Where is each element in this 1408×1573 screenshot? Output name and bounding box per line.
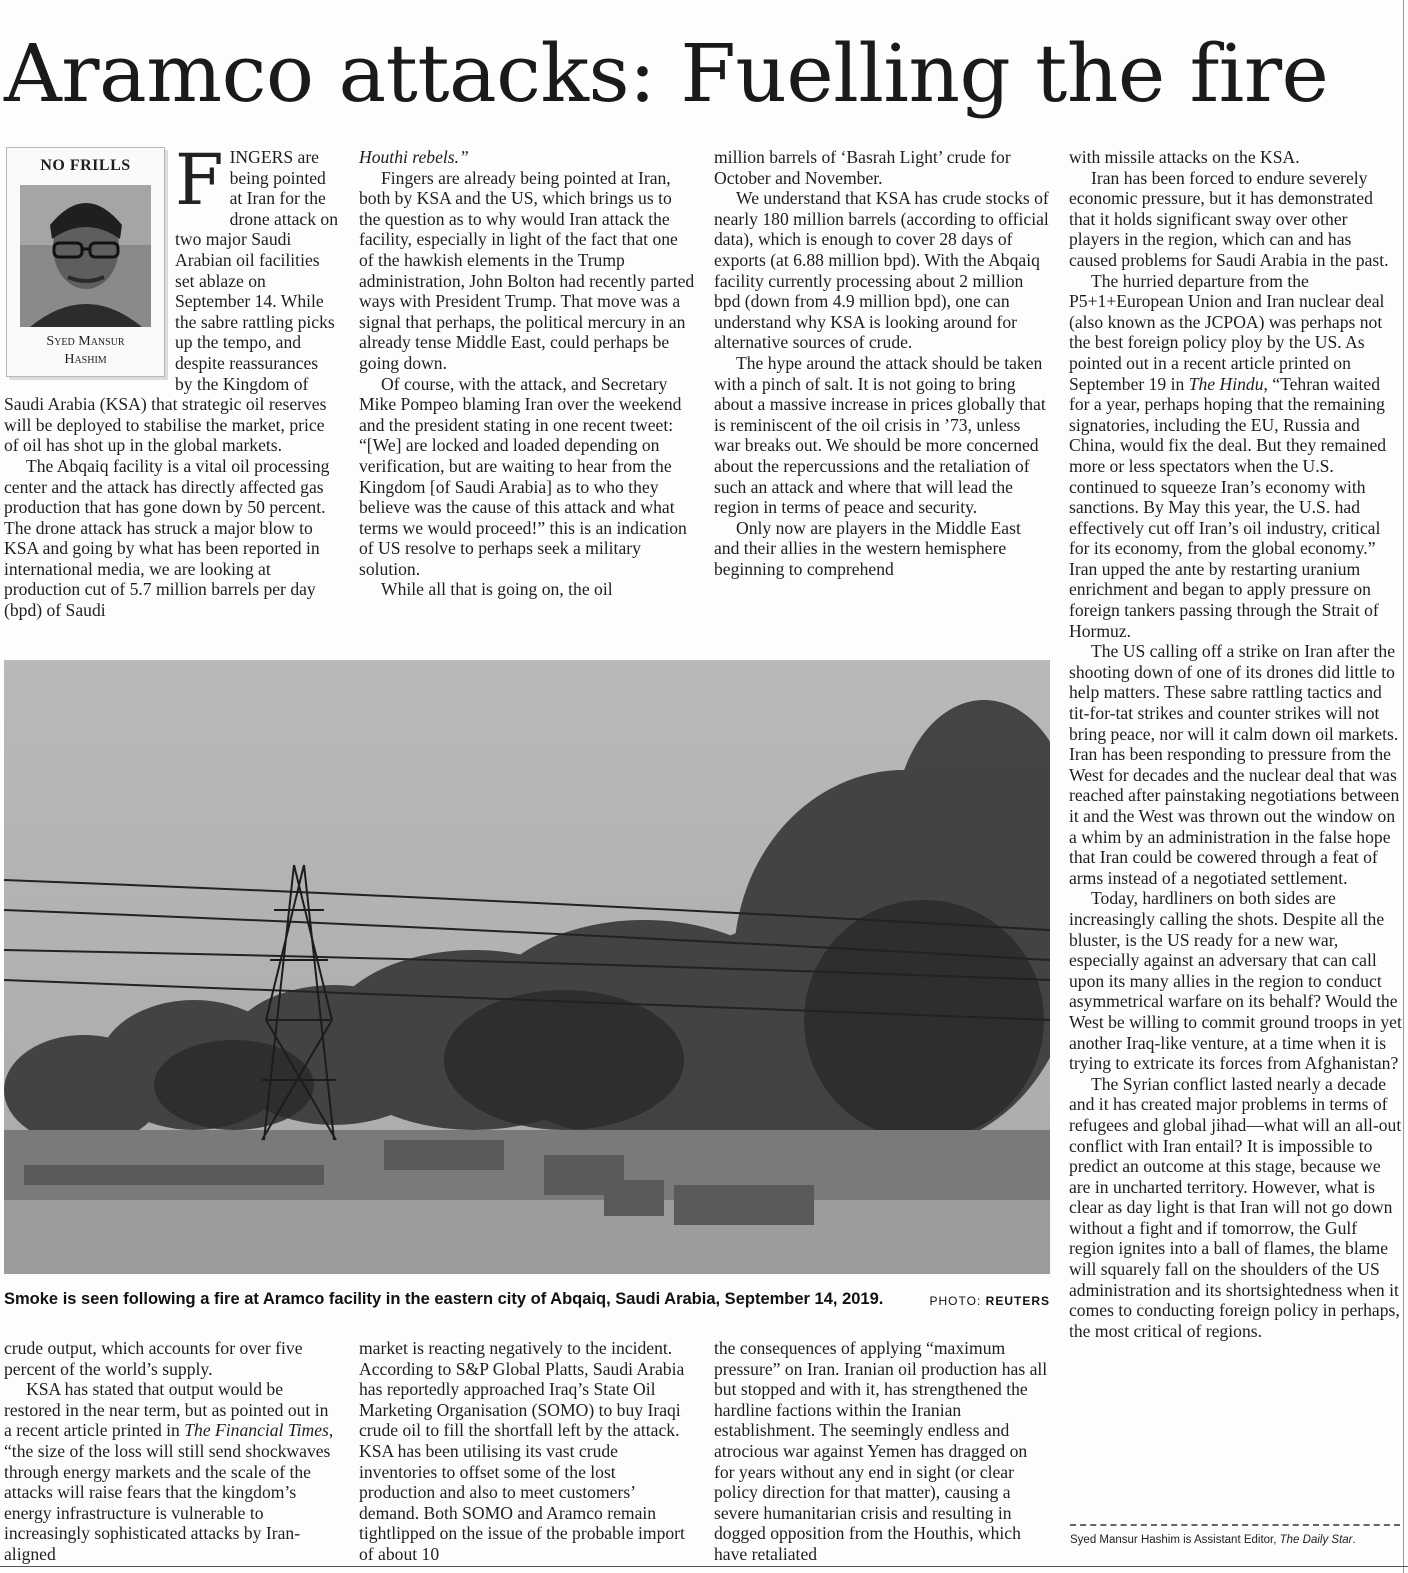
paragraph: million barrels of ‘Basrah Light’ crude for October and November.: [714, 147, 1011, 188]
author-footnote: [1070, 1533, 1390, 1547]
italic-text: Houthi rebels.”: [359, 147, 469, 167]
credit-label: PHOTO:: [929, 1294, 982, 1308]
paragraph: The Syrian conflict lasted nearly a decade and it has created major problems in terms of refugees and global jihad—what will an all-out conflict with Iran entail? It is impossible to predict an outcome at this stage, because we are in uncharted territory. However, what is clear as day light is that Iran will not go down without a fight and if tomorrow, the Gulf region ignites into a ball of flames, the blame will squarely fall on the shoulders of the US administration and its shortsightedness when it comes to conducting foreign policy in perhaps, the most critical of regions.: [1069, 1073, 1402, 1341]
column-3-top: [714, 147, 1050, 579]
paragraph: The Abqaiq facility is a vital oil processing center and the attack has directly affected gas production that has gone down by 50 percent. The drone attack has struck a major blow to KSA and going by what has been reported in international media, we are looking at production cut of 5.7 million barrels per day (bpd) of Saudi: [4, 455, 330, 621]
photo-caption: [4, 1290, 1050, 1309]
column-2-bottom: [359, 1338, 695, 1565]
page-edge-bottom: [0, 1566, 1408, 1567]
paragraph: Today, hardliners on both sides are increasingly calling the shots. Despite all the bluster, is the US ready for a new war, especially against an adversary that can call upon its many allies in the region to conduct asymmetrical warfare on its behalf? Would the West be willing to commit ground troops in yet another Iraq-like venture, at a time when it is trying to extricate its forces from Afghanistan?: [1069, 888, 1402, 1074]
author-name: [7, 333, 164, 369]
publication-name: The Financial Times: [184, 1420, 329, 1441]
paragraph: Iran has been forced to endure severely economic pressure, but it has demonstrated that it holds significant sway over other players in the region, which can and has caused problems for Saudi Arabia in the past.: [1069, 167, 1389, 270]
page-edge-right: [1403, 0, 1404, 1573]
footnote-end: .: [1352, 1534, 1356, 1546]
paragraph: with missile attacks on the KSA.: [1069, 147, 1300, 167]
paragraph: The US calling off a strike on Iran after the shooting down of one of its drones did little to help matters. These sabre rattling tactics and tit-for-tat strikes and counter strikes will not bring peace, nor will it calm down oil markets. Iran has been responding to pressure from the West for decades and the nuclear deal that was reached after painstaking negotiations between it and the West was thrown out the window on a whim by an administration in the false hope that Iran could be cowered through a feat of arms instead of a negotiated settlement.: [1069, 641, 1400, 888]
paragraph: the consequences of applying “maximum pressure” on Iran. Iranian oil production has all but stopped and with it, has strengthened the hardline factions within the Iranian establishment. The seemingly endless and atrocious war against Yemen has dragged on for years without any end in sight (or clear policy direction for that matter), causing a severe humanitarian crisis and resulting in dogged opposition from the Houthis, which have retaliated: [714, 1338, 1048, 1564]
drop-cap: F: [175, 139, 224, 221]
paragraph: crude output, which accounts for over five percent of the world’s supply.: [4, 1338, 303, 1379]
paragraph: [359, 147, 695, 168]
paragraph: While all that is going on, the oil: [381, 579, 613, 600]
column-2-top: [359, 147, 695, 600]
author-box: [6, 147, 165, 377]
text: , “the size of the loss will still send shockwaves through energy markets and the scale of the attacks will raise fears that the kingdom’s energy infrastructure is vulnerable to increasingly sophisticated attacks by Iran-aligned: [4, 1420, 334, 1564]
paragraph: [4, 1379, 340, 1564]
column-4: [1069, 147, 1402, 1341]
credit-source: REUTERS: [985, 1294, 1050, 1308]
paragraph: [1069, 271, 1402, 642]
column-label: NO FRILLS: [40, 157, 131, 174]
paragraph: We understand that KSA has crude stocks of nearly 180 million barrels (according to official data), which is enough to cover 28 days of exports (at 6.88 million bpd). With the Abqaiq facility currently processing about 2 million bpd (down from 4.9 million bpd), one can understand why KSA is looking around for alternative sources of crude.: [714, 188, 1049, 353]
column-1-top: [4, 139, 340, 621]
footnote-publication: The Daily Star: [1279, 1534, 1353, 1546]
author-first-name: Syed Mansur: [46, 333, 125, 349]
paragraph: Of course, with the attack, and Secretary Mike Pompeo blaming Iran over the weekend and the president stating in one recent tweet: “[We] are locked and loaded depending on verification, but are waiting to hear from the Kingdom [of Saudi Arabia] as to who they believe was the cause of this attack and what terms we would proceed!” this is an indication of US resolve to perhaps seek a military solution.: [359, 373, 687, 579]
text: KSA has stated that output would be restored in the near term, but as pointed out in a recent article printed in: [4, 1379, 329, 1441]
lead-text: INGERS are being pointed at Iran for the drone attack on two major Saudi Arabian oil facilities set ablaze on September 14. While the sabre rattling picks up the tempo, and despite reassurances by the Kingdom of Saudi Arabia (KSA) that strategic oil reserves will be deployed to stabilise the market, price of oil has shot up in the global markets.: [4, 147, 339, 456]
column-1-bottom: [4, 1338, 340, 1565]
caption-text: Smoke is seen following a fire at Aramco facility in the eastern city of Abqaiq, Saudi Arabia, September 14, 2019.: [4, 1290, 884, 1308]
photo-credit: [930, 1294, 1050, 1308]
publication-name: The Hindu: [1188, 373, 1264, 394]
news-photo: [4, 660, 1050, 1274]
text: The hurried departure from the P5+1+European Union and Iran nuclear deal (also known as the JCPOA) was perhaps not the best foreign policy ploy by the US. As pointed out in a recent article printed on September 19 in: [1069, 270, 1385, 394]
paragraph: Fingers are already being pointed at Iran, both by KSA and the US, which brings us to the question as to why would Iran attack the facility, especially in light of the fact that one of the hawkish elements in the Trump administration, John Bolton had recently parted ways with President Trump. That move was a signal that perhaps, the political mercury in an already tense Middle East, could perhaps be going down.: [359, 167, 695, 373]
paragraph: Only now are players in the Middle East and their allies in the western hemisphere beginning to comprehend: [714, 517, 1021, 579]
paragraph: market is reacting negatively to the incident. According to S&P Global Platts, Saudi Arabia has reportedly approached Iraq’s State Oil Marketing Organisation (SOMO) to buy Iraqi crude oil to fill the shortfall left by the attack. KSA has been utilising its vast crude inventories to offset some of the lost production and also to meet customers’ demand. Both SOMO and Aramco remain tightlipped on the issue of the probable import of about 10: [359, 1338, 685, 1564]
paragraph: The hype around the attack should be taken with a pinch of salt. It is not going to bring about a massive increase in prices globally that is reminiscent of the oil crisis in ’73, unless war breaks out. We should be more concerned about the repercussions and the retaliation of such an attack and where that will lead the region in terms of peace and security.: [714, 352, 1046, 518]
author-last-name: Hashim: [64, 351, 107, 367]
column-3-bottom: [714, 1338, 1050, 1565]
footnote-divider: [1070, 1524, 1400, 1526]
author-photo: [20, 185, 151, 327]
text: , “Tehran waited for a year, perhaps hoping that the remaining signatories, including the EU, Russia and China, would fix the deal. But they remained more or less spectators when the U.S. continued to squeeze Iran’s economy with sanctions. By May this year, the U.S. had effectively cut off Iran’s oil industry, critical for its economy, from the global economy.” Iran upped the ante by restarting uranium enrichment and began to apply pressure on foreign tankers passing through the Strait of Hormuz.: [1069, 373, 1387, 641]
footnote-text: Syed Mansur Hashim is Assistant Editor,: [1070, 1534, 1280, 1546]
headline: Aramco attacks: Fuelling the fire: [4, 27, 1329, 120]
